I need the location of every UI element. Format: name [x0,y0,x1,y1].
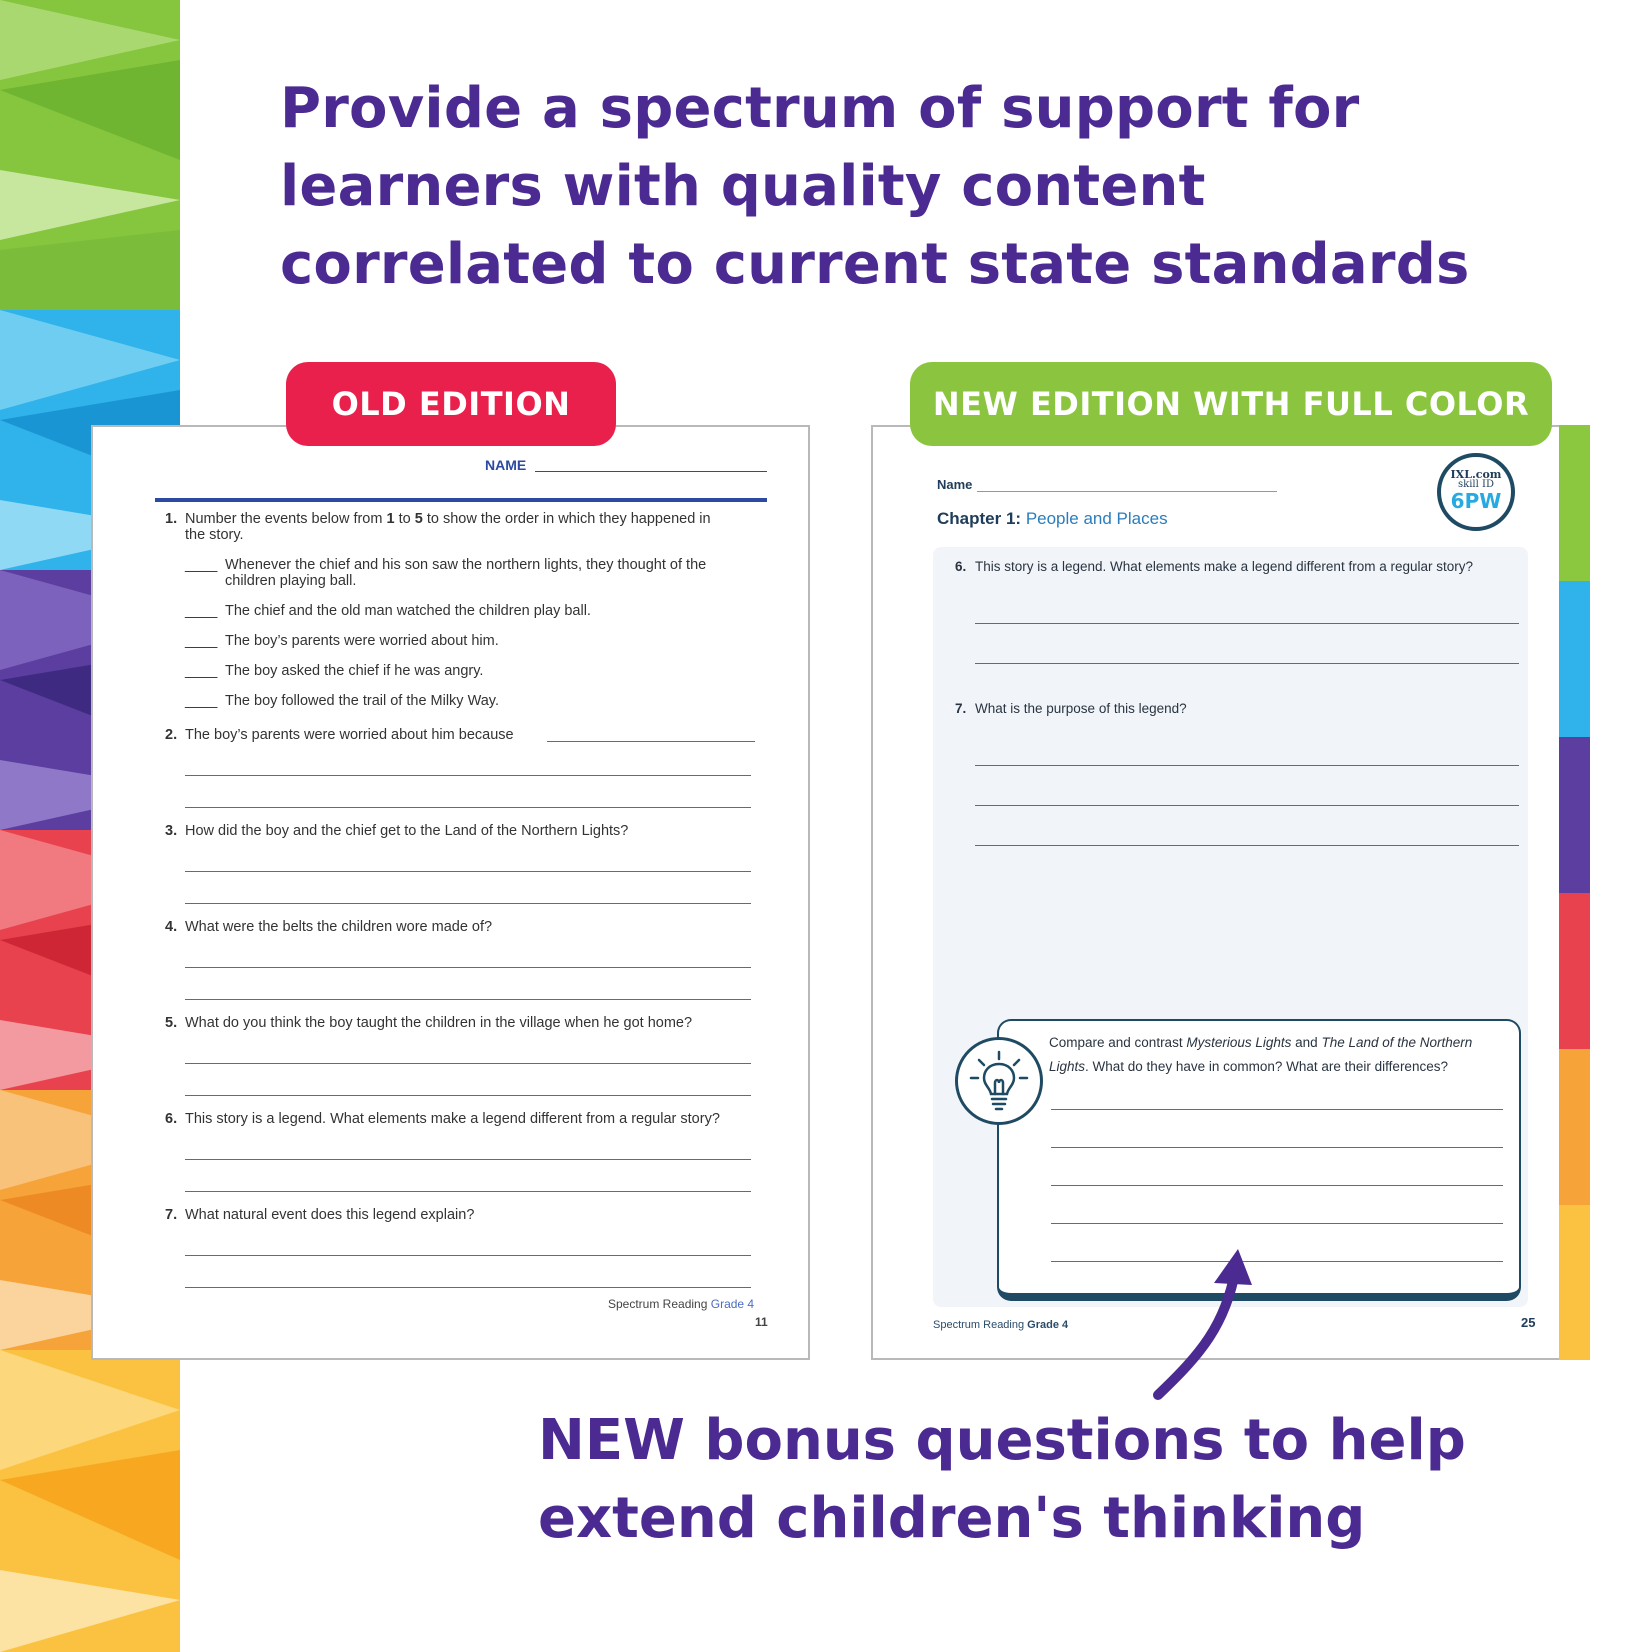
question-1-text [185,511,775,543]
ixl-site: IXL.com [1450,468,1502,481]
q1-bold-start: 1 [386,511,395,527]
question-number: 6. [165,1111,178,1127]
question-text: What natural event does this legend explain? [185,1207,475,1223]
header-rule [155,498,767,502]
bonus-title-2-cont: Lights [1049,1059,1086,1074]
q1-text-part: the story. [185,527,244,543]
new-edition-tab: NEW EDITION WITH FULL COLOR [910,362,1552,446]
event-item: The boy’s parents were worried about him. [225,633,499,649]
event-item: The boy followed the trail of the Milky Way. [225,693,499,709]
question-text: What do you think the boy taught the children in the village when he got home? [185,1015,693,1031]
chapter-title: People and Places [1025,509,1168,528]
bonus-text-part: . What do they have in common? What are their differences? [1085,1059,1448,1074]
answer-line [185,1095,751,1096]
bonus-callout [538,1402,1618,1558]
event-blank: ____ [185,693,218,709]
ixl-skill-badge [1437,453,1515,531]
question-number: 7. [955,701,967,716]
bonus-title-1: Mysterious Lights [1186,1035,1292,1050]
page-footer [608,1297,754,1311]
chapter-heading [937,509,1168,529]
new-edition-worksheet [871,425,1590,1360]
question-text: What were the belts the children wore made of? [185,919,493,935]
question-number: 6. [955,559,967,574]
headline-line-2: learners with quality content [280,154,1206,219]
lightbulb-icon [955,1037,1043,1125]
event-blank: ____ [185,557,218,573]
bonus-text-part: Compare and contrast [1049,1035,1183,1050]
callout-line-2: extend children's thinking [538,1486,1366,1551]
event-text: Whenever the chief and his son saw the northern lights, they thought of the [225,557,707,573]
event-item: The chief and the old man watched the children play ball. [225,603,591,619]
page-footer [933,1319,1068,1331]
question-text: What is the purpose of this legend? [975,701,1187,716]
answer-line [1051,1185,1503,1186]
strip-band-green [0,0,180,310]
callout-line-1: NEW bonus questions to help [538,1408,1466,1473]
bonus-text-part: and [1295,1035,1318,1050]
chapter-label: Chapter 1: [937,509,1022,528]
old-edition-tab: OLD EDITION [286,362,616,446]
answer-line [975,623,1519,624]
old-edition-worksheet [91,425,810,1360]
name-label: Name [937,477,973,492]
answer-line [185,1063,751,1064]
answer-line [185,807,751,808]
q1-bold-end: 5 [414,511,423,527]
answer-line [975,663,1519,664]
question-number: 7. [165,1207,178,1223]
ixl-skill-label: skill ID [1458,479,1494,490]
event-blank: ____ [185,633,218,649]
answer-line [185,903,751,904]
strip-band-yellow [0,1350,180,1652]
answer-line [975,805,1519,806]
main-headline [280,70,1610,304]
answer-line [185,967,751,968]
answer-line [185,1287,751,1288]
bonus-question-text [1049,1031,1489,1079]
event-item [225,557,775,589]
question-number: 1. [165,511,178,527]
footer-grade: Grade 4 [1027,1319,1069,1331]
answer-line [185,1191,751,1192]
answer-line [185,1255,751,1256]
footer-brand: Spectrum Reading [933,1319,1025,1331]
question-number: 2. [165,727,178,743]
event-item: The boy asked the chief if he was angry. [225,663,484,679]
q1-text-part: to [398,511,411,527]
question-text: This story is a legend. What elements make a legend different from a regular story? [975,559,1473,574]
page-number: 11 [755,1315,768,1329]
q1-text-part: Number the events below from [185,511,383,527]
answer-line [975,765,1519,766]
event-blank: ____ [185,663,218,679]
answer-line [185,999,751,1000]
event-blank: ____ [185,603,218,619]
question-text: The boy’s parents were worried about him because [185,727,514,743]
name-line [977,491,1277,492]
name-label: NAME [485,457,527,473]
name-line [535,471,767,472]
answer-line [1051,1261,1503,1262]
q1-text-part: to show the order in which they happened in [426,511,711,527]
headline-line-3: correlated to current state standards [280,232,1470,297]
answer-line [185,1159,751,1160]
question-text: This story is a legend. What elements make a legend different from a regular story? [185,1111,720,1127]
page-number: 25 [1521,1315,1536,1330]
answer-line [975,845,1519,846]
answer-line [1051,1147,1503,1148]
answer-line [547,741,755,742]
answer-line [185,775,751,776]
answer-line [1051,1223,1503,1224]
event-text-cont: children playing ball. [225,573,357,589]
answer-line [185,871,751,872]
ixl-skill-code: 6PW [1450,489,1502,513]
question-number: 5. [165,1015,178,1031]
question-number: 3. [165,823,178,839]
bonus-title-2: The Land of the Northern [1321,1035,1473,1050]
question-text: How did the boy and the chief get to the Land of the Northern Lights? [185,823,629,839]
footer-grade: Grade 4 [710,1297,755,1311]
pointer-arrow-icon [1140,1245,1260,1405]
headline-line-1: Provide a spectrum of support for [280,76,1360,141]
footer-brand: Spectrum Reading [608,1297,708,1311]
question-number: 4. [165,919,178,935]
page-color-edge [1559,425,1590,1360]
answer-line [1051,1109,1503,1110]
